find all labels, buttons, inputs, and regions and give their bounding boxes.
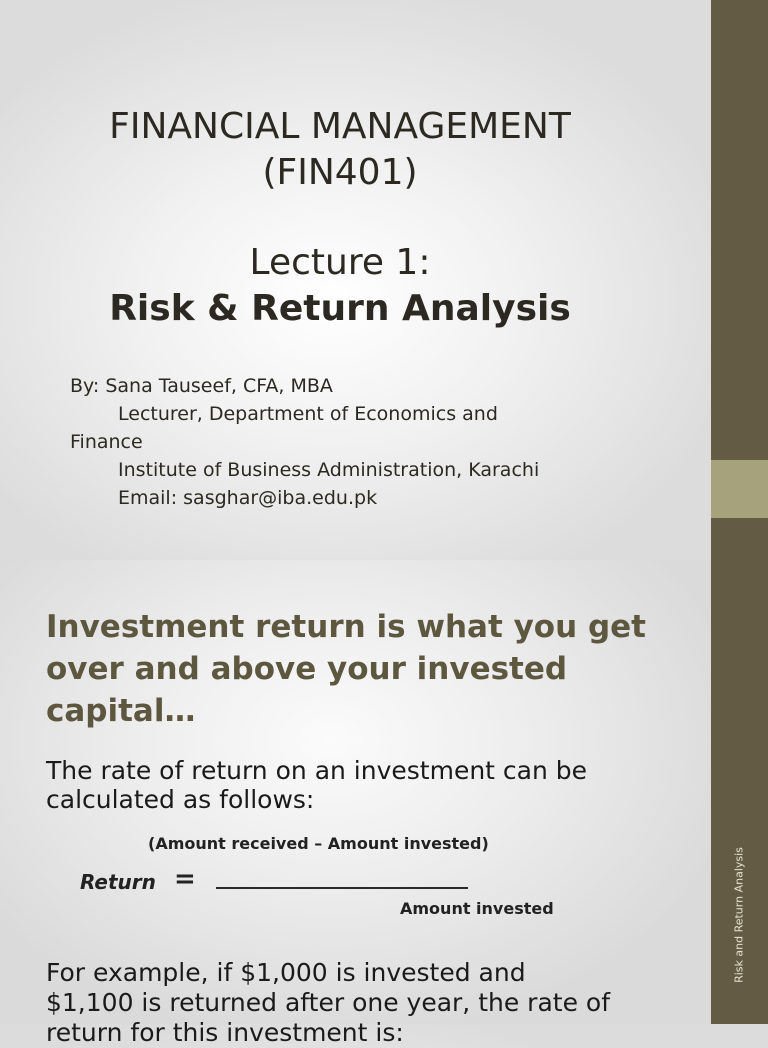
example-line-2: $1,100 is returned after one year, the rate of — [46, 988, 611, 1017]
author-email: Email: sasghar@iba.edu.pk — [118, 487, 378, 509]
author-name: By: Sana Tauseef, CFA, MBA — [70, 375, 333, 397]
formula-equals-sign: = — [174, 864, 196, 894]
example-line-1: For example, if $1,000 is invested and — [46, 958, 526, 987]
heading-line-1: Investment return is what you get — [46, 609, 646, 645]
intro-text — [46, 756, 696, 814]
intro-line-2: calculated as follows: — [46, 785, 315, 814]
sidebar-accent-block — [711, 460, 768, 518]
example-line-3: return for this investment is: — [46, 1018, 404, 1047]
course-title-line-1: FINANCIAL MANAGEMENT — [109, 106, 571, 147]
author-block — [70, 372, 690, 512]
lecture-label: Lecture 1: — [249, 242, 431, 283]
formula-numerator: (Amount received – Amount invested) — [148, 834, 489, 853]
heading-line-2: over and above your invested — [46, 651, 568, 687]
heading-line-3: capital… — [46, 693, 196, 729]
author-institute: Institute of Business Administration, Karachi — [118, 459, 540, 481]
slide-2-heading — [46, 606, 696, 732]
author-role-continued: Finance — [70, 431, 143, 453]
intro-line-1: The rate of return on an investment can be — [46, 756, 588, 785]
example-text — [46, 958, 696, 1048]
lecture-topic: Risk & Return Analysis — [109, 288, 571, 329]
formula-label: Return — [80, 870, 156, 894]
course-title-line-2: (FIN401) — [262, 152, 418, 193]
formula-fraction-bar — [216, 887, 468, 889]
author-role: Lecturer, Department of Economics and — [118, 403, 498, 425]
formula-denominator: Amount invested — [400, 899, 554, 918]
course-title — [40, 104, 640, 196]
sidebar-caption: Risk and Return Analysis — [732, 847, 746, 983]
